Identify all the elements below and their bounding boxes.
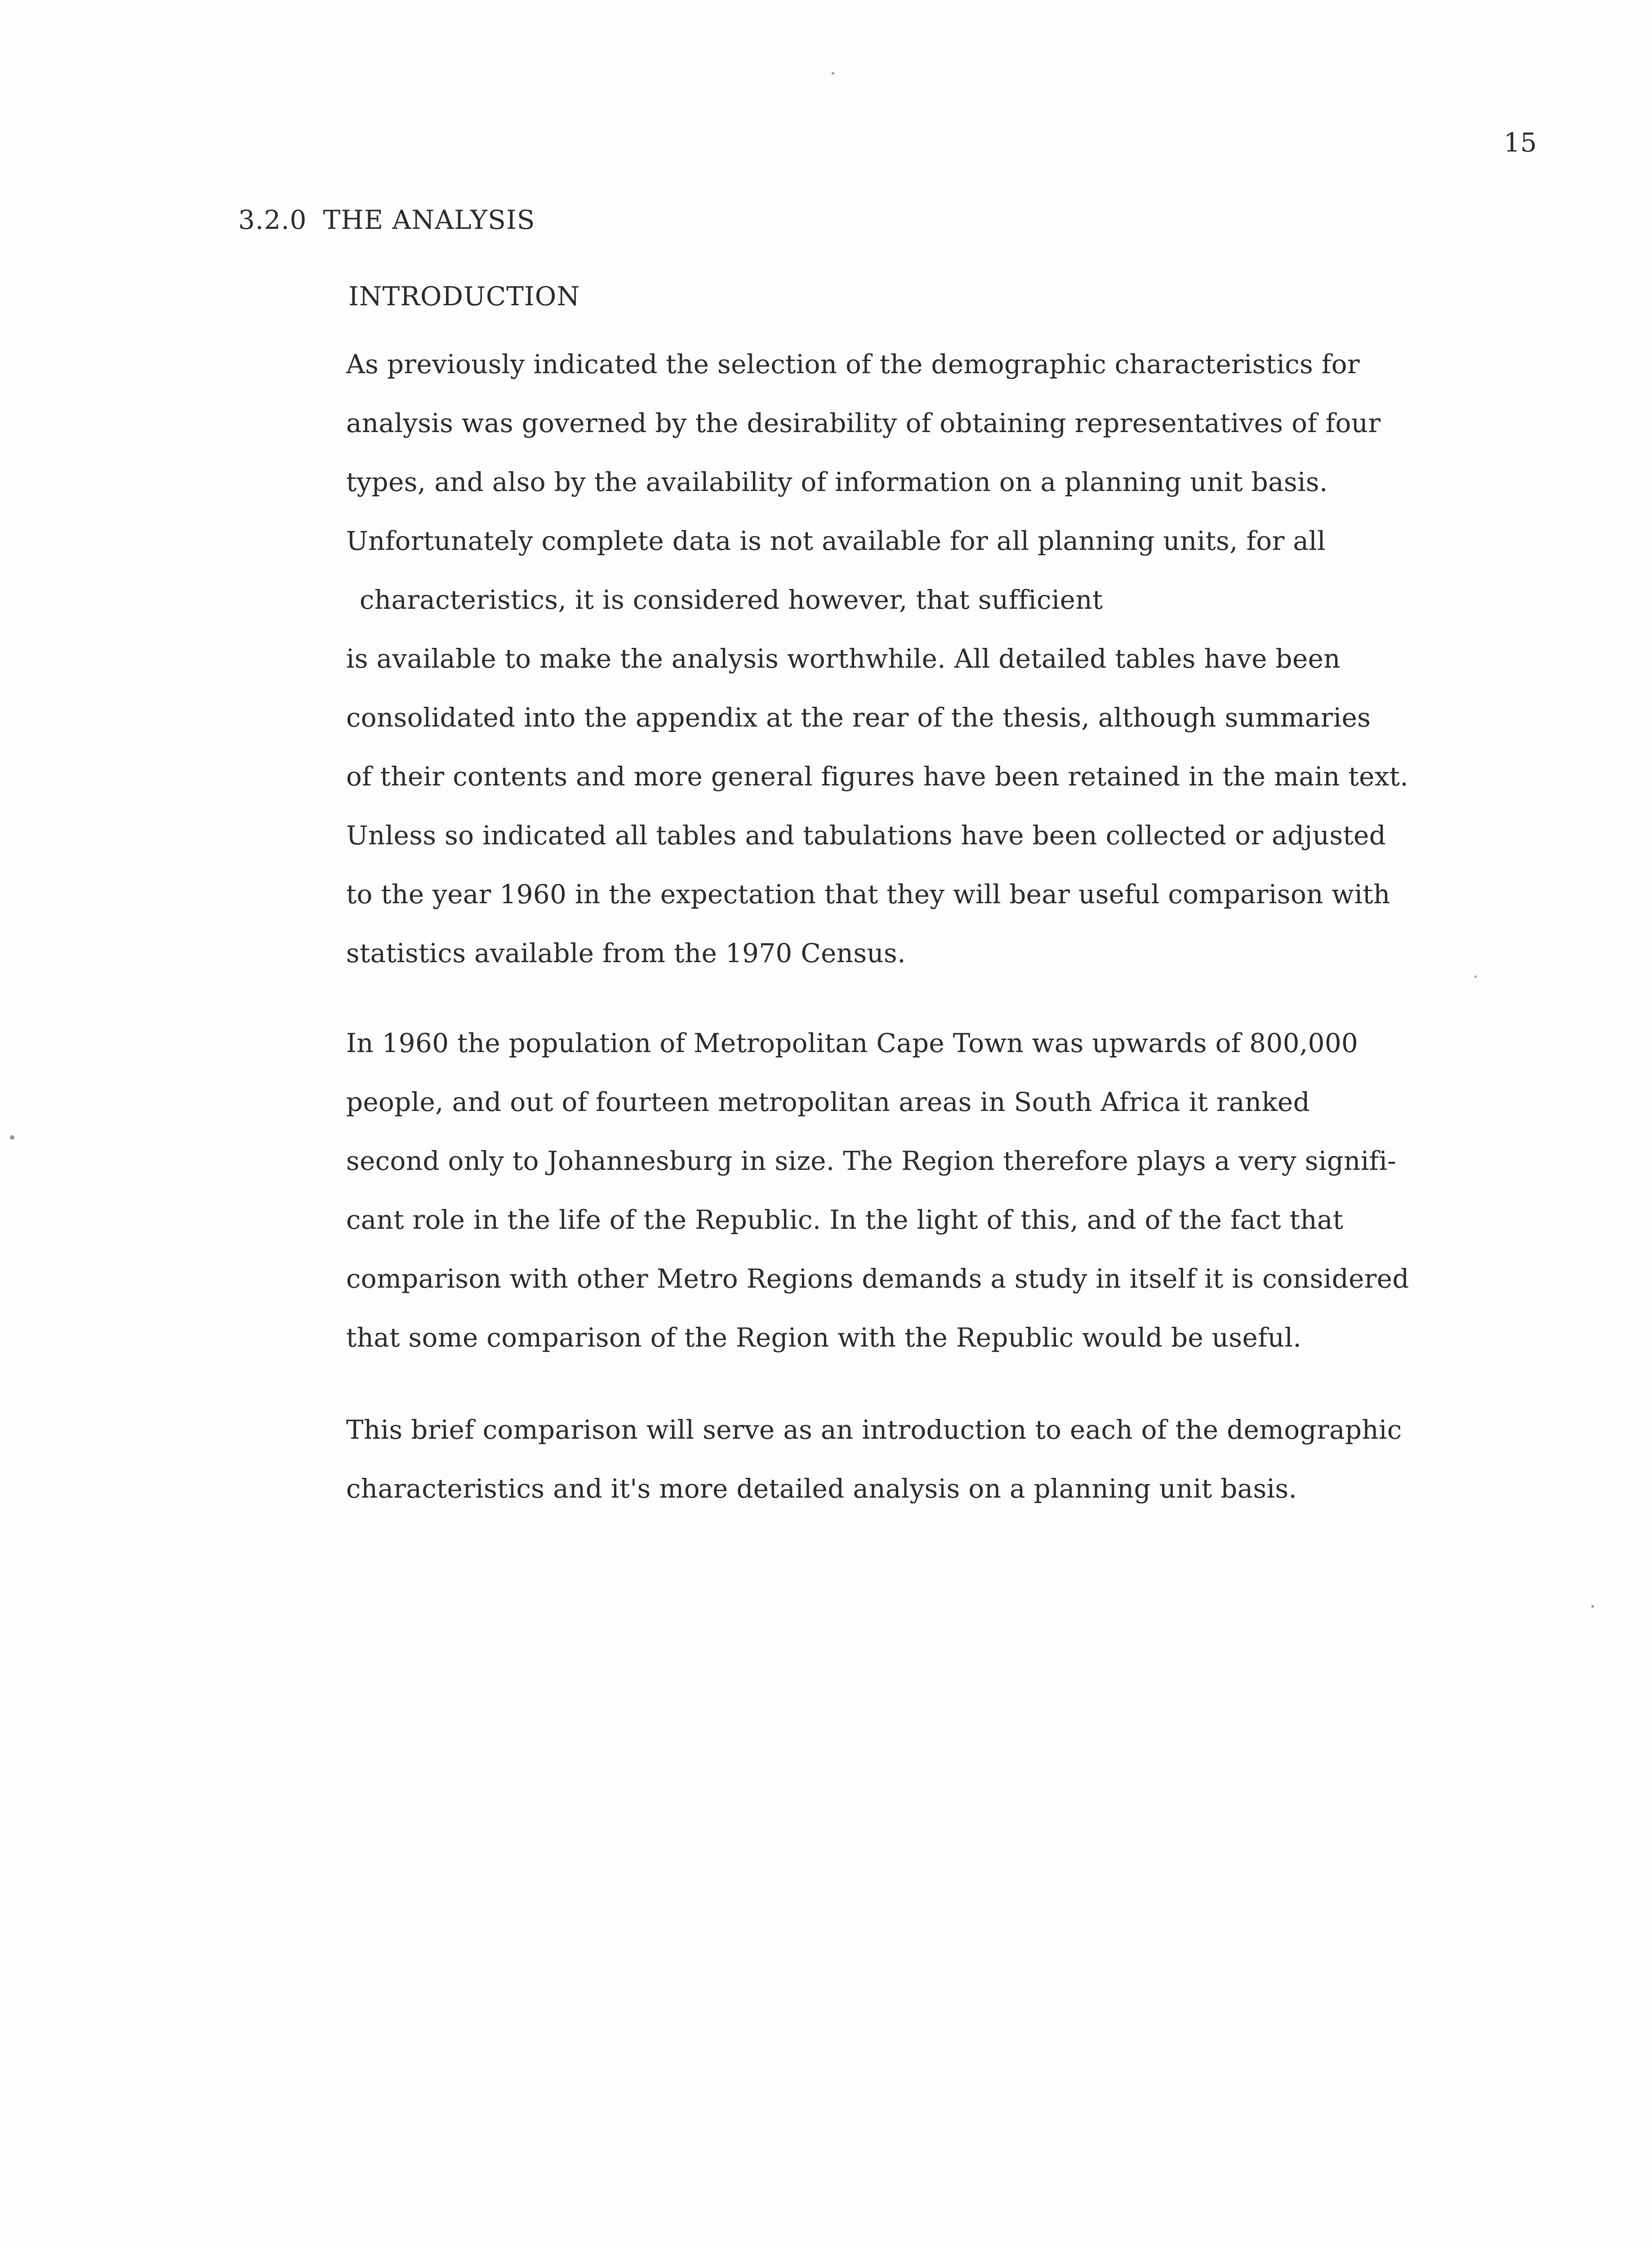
paragraph-line: analysis was governed by the desirability of obtaining representatives of four — [346, 408, 1381, 438]
scan-speck — [10, 1135, 14, 1140]
section-heading — [238, 205, 535, 235]
paragraph-comparison — [346, 1401, 1578, 1518]
paragraph-line: of their contents and more general figures have been retained in the main text. — [346, 761, 1409, 792]
paragraph-line: statistics available from the 1970 Census. — [346, 938, 906, 968]
paragraph-introduction — [346, 335, 1578, 983]
paragraph-line: that some comparison of the Region with the Republic would be useful. — [346, 1322, 1302, 1353]
paragraph-line: people, and out of fourteen metropolitan areas in South Africa it ranked — [346, 1087, 1310, 1117]
scan-speck — [832, 72, 834, 75]
paragraph-line: comparison with other Metro Regions demands a study in itself it is considered — [346, 1263, 1409, 1294]
paragraph-line: cant role in the life of the Republic. In the light of this, and of the fact that — [346, 1204, 1344, 1235]
paragraph-line: is available to make the analysis worthwhile. All detailed tables have been — [346, 643, 1340, 674]
section-number: 3.2.0 — [238, 205, 307, 235]
scan-speck — [1591, 1605, 1594, 1608]
subheading: INTRODUCTION — [348, 281, 580, 312]
paragraph-line: characteristics, it is considered however, that sufficient — [360, 584, 1103, 615]
paragraph-line: to the year 1960 in the expectation that they will bear useful comparison with — [346, 879, 1390, 910]
paragraph-line: types, and also by the availability of information on a planning unit basis. — [346, 467, 1328, 497]
paragraph-population — [346, 1014, 1578, 1367]
paragraph-line: consolidated into the appendix at the rear of the thesis, although summaries — [346, 702, 1371, 733]
paragraph-line: Unfortunately complete data is not available for all planning units, for all — [346, 526, 1326, 556]
section-title: THE ANALYSIS — [323, 205, 535, 235]
paragraph-line: In 1960 the population of Metropolitan Cape Town was upwards of 800,000 — [346, 1028, 1358, 1058]
paragraph-line: characteristics and it's more detailed analysis on a planning unit basis. — [346, 1473, 1297, 1504]
paragraph-line: As previously indicated the selection of the demographic characteristics for — [346, 349, 1360, 379]
scan-speck — [1474, 976, 1477, 978]
paragraph-line: Unless so indicated all tables and tabulations have been collected or adjusted — [346, 820, 1386, 851]
page-number: 15 — [1504, 127, 1537, 158]
paragraph-line: This brief comparison will serve as an introduction to each of the demographic — [346, 1414, 1402, 1445]
paragraph-line: second only to Johannesburg in size. The Region therefore plays a very signifi- — [346, 1146, 1397, 1176]
